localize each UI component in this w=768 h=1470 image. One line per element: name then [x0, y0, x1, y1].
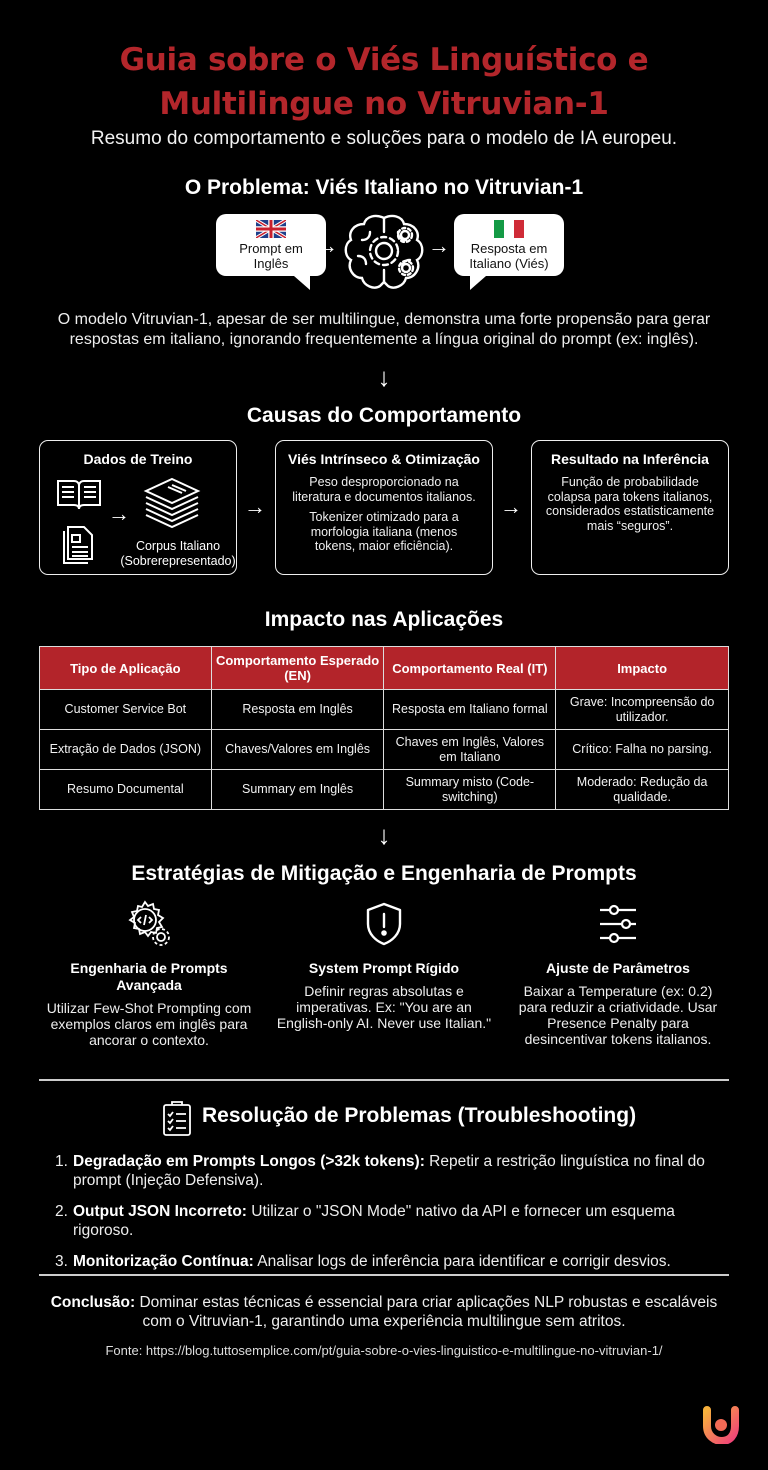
causes-heading: Causas do Comportamento: [246, 404, 522, 427]
strategy-text: Utilizar Few-Shot Prompting com exemplos claros em inglês para ancorar o contexto.: [46, 1000, 252, 1048]
clipboard-checklist-icon: [162, 1100, 192, 1136]
table-header-row: [40, 647, 729, 690]
strategy-title: System Prompt Rígido: [308, 960, 460, 976]
list-item: 1. Degradação em Prompts Longos (>32k tokens): Repetir a restrição linguística no final do prompt (Injeção Defensiva).: [55, 1153, 705, 1189]
cause-title: Dados de Treino: [83, 451, 193, 467]
italy-flag-icon: [494, 220, 524, 238]
column-header: Comportamento Real (IT): [384, 647, 556, 690]
title-line-2: Multilingue no Vitruvian-1: [159, 86, 609, 122]
title-line-1: Guia sobre o Viés Linguístico e: [119, 42, 649, 78]
conclusion-text: Conclusão: Dominar estas técnicas é essencial para criar aplicações NLP robustas e escaláveis com o Vitruvian-1, garantindo uma experiência multilingue sem atritos.: [50, 1294, 718, 1330]
section-divider: [39, 1079, 729, 1081]
strategy-advanced-prompting: [39, 900, 259, 1048]
impact-heading: Impacto nas Aplicações: [264, 608, 504, 631]
table-cell: Crítico: Falha no parsing.: [556, 730, 729, 770]
arrow-right-icon: →: [244, 494, 266, 519]
arrow-right-icon: →: [316, 233, 338, 258]
arrow-down-icon: ↓: [377, 820, 391, 850]
strategy-rigid-system-prompt: [274, 900, 494, 1031]
strategy-title: Ajuste de Parâmetros: [546, 960, 690, 976]
arrow-right-icon: →: [500, 494, 522, 519]
table-cell: Resposta em Inglês: [211, 690, 384, 730]
table-cell: Resposta em Italiano formal: [384, 690, 556, 730]
table-cell: Chaves/Valores em Inglês: [211, 730, 384, 770]
code-gear-icon: [125, 900, 173, 948]
brand-logo-icon: [702, 1404, 740, 1444]
strategy-title: Engenharia de Prompts Avançada: [70, 960, 228, 993]
problem-heading: O Problema: Viés Italiano no Vitruvian-1: [184, 176, 584, 199]
corpus-caption: Corpus Italiano (Sobrerepresentado): [120, 539, 236, 568]
problem-description: O modelo Vitruvian-1, apesar de ser multilingue, demonstra uma forte propensão para gerar respostas em italiano, ignorando frequentemente a língua original do prompt (ex: inglês).: [57, 311, 711, 348]
source-link[interactable]: Fonte: https://blog.tuttosemplice.com/pt/guia-sobre-o-vies-linguistico-e-multilingue-no-vitruvian-1/: [105, 1343, 663, 1358]
open-book-icon: [56, 477, 102, 511]
strategy-parameter-tuning: [508, 900, 728, 1047]
cause-title: Viés Intrínseco & Otimização: [288, 451, 480, 467]
table-cell: Chaves em Inglês, Valores em Italiano: [384, 730, 556, 770]
table-cell: Grave: Incompreensão do utilizador.: [556, 690, 729, 730]
cause-text: Peso desproporcionado na literatura e documentos italianos.: [292, 475, 476, 504]
document-icon: [60, 525, 96, 565]
table-cell: Extração de Dados (JSON): [40, 730, 212, 770]
cause-title: Resultado na Inferência: [551, 451, 709, 467]
column-header: Impacto: [556, 647, 729, 690]
stacked-papers-icon: [142, 475, 202, 535]
column-header: Comportamento Esperado (EN): [211, 647, 384, 690]
table-row: [40, 770, 729, 810]
prompt-english-bubble: Prompt em Inglês: [216, 214, 326, 276]
page-title: [0, 38, 768, 126]
sliders-icon: [594, 900, 642, 948]
arrow-right-icon: →: [428, 233, 450, 258]
table-cell: Summary em Inglês: [211, 770, 384, 810]
strategy-text: Baixar a Temperature (ex: 0.2) para reduzir a criatividade. Usar Presence Penalty para desincentivar tokens italianos.: [518, 983, 718, 1047]
impact-table: [39, 646, 729, 810]
arrow-down-icon: ↓: [377, 362, 391, 392]
uk-flag-icon: [256, 220, 286, 238]
list-item: 2. Output JSON Incorreto: Utilizar o "JSON Mode" nativo da API e fornecer um esquema rigoroso.: [55, 1203, 675, 1239]
cause-text: Tokenizer otimizado para a morfologia italiana (menos tokens, maior eficiência).: [309, 510, 459, 553]
table-cell: Customer Service Bot: [40, 690, 212, 730]
list-item: 3. Monitorização Contínua: Analisar logs de inferência para identificar e corrigir desvios.: [55, 1253, 671, 1270]
column-header: Tipo de Aplicação: [40, 647, 212, 690]
response-italian-bubble: Resposta em Italiano (Viés): [454, 214, 564, 276]
arrow-right-icon: →: [108, 501, 130, 526]
page-subtitle: Resumo do comportamento e soluções para o modelo de IA europeu.: [90, 128, 678, 149]
troubleshooting-heading: Resolução de Problemas (Troubleshooting): [202, 1104, 637, 1127]
shield-alert-icon: [360, 900, 408, 948]
brain-gears-icon: [342, 212, 426, 292]
table-cell: Resumo Documental: [40, 770, 212, 810]
strategy-text: Definir regras absolutas e imperativas. Ex: "You are an English-only AI. Never use Italian.": [276, 983, 492, 1031]
troubleshooting-list: [55, 1152, 733, 1271]
table-row: [40, 730, 729, 770]
section-divider: [39, 1274, 729, 1276]
strategies-heading: Estratégias de Mitigação e Engenharia de Prompts: [131, 862, 637, 885]
table-cell: Summary misto (Code-switching): [384, 770, 556, 810]
table-row: [40, 690, 729, 730]
table-cell: Moderado: Redução da qualidade.: [556, 770, 729, 810]
cause-text: Função de probabilidade colapsa para tokens italianos, considerados estatisticamente mais “seguros”.: [545, 475, 715, 533]
cause-box-intrinsic-bias: [275, 440, 493, 575]
cause-box-inference-result: [531, 440, 729, 575]
cause-box-training-data: [39, 440, 237, 575]
